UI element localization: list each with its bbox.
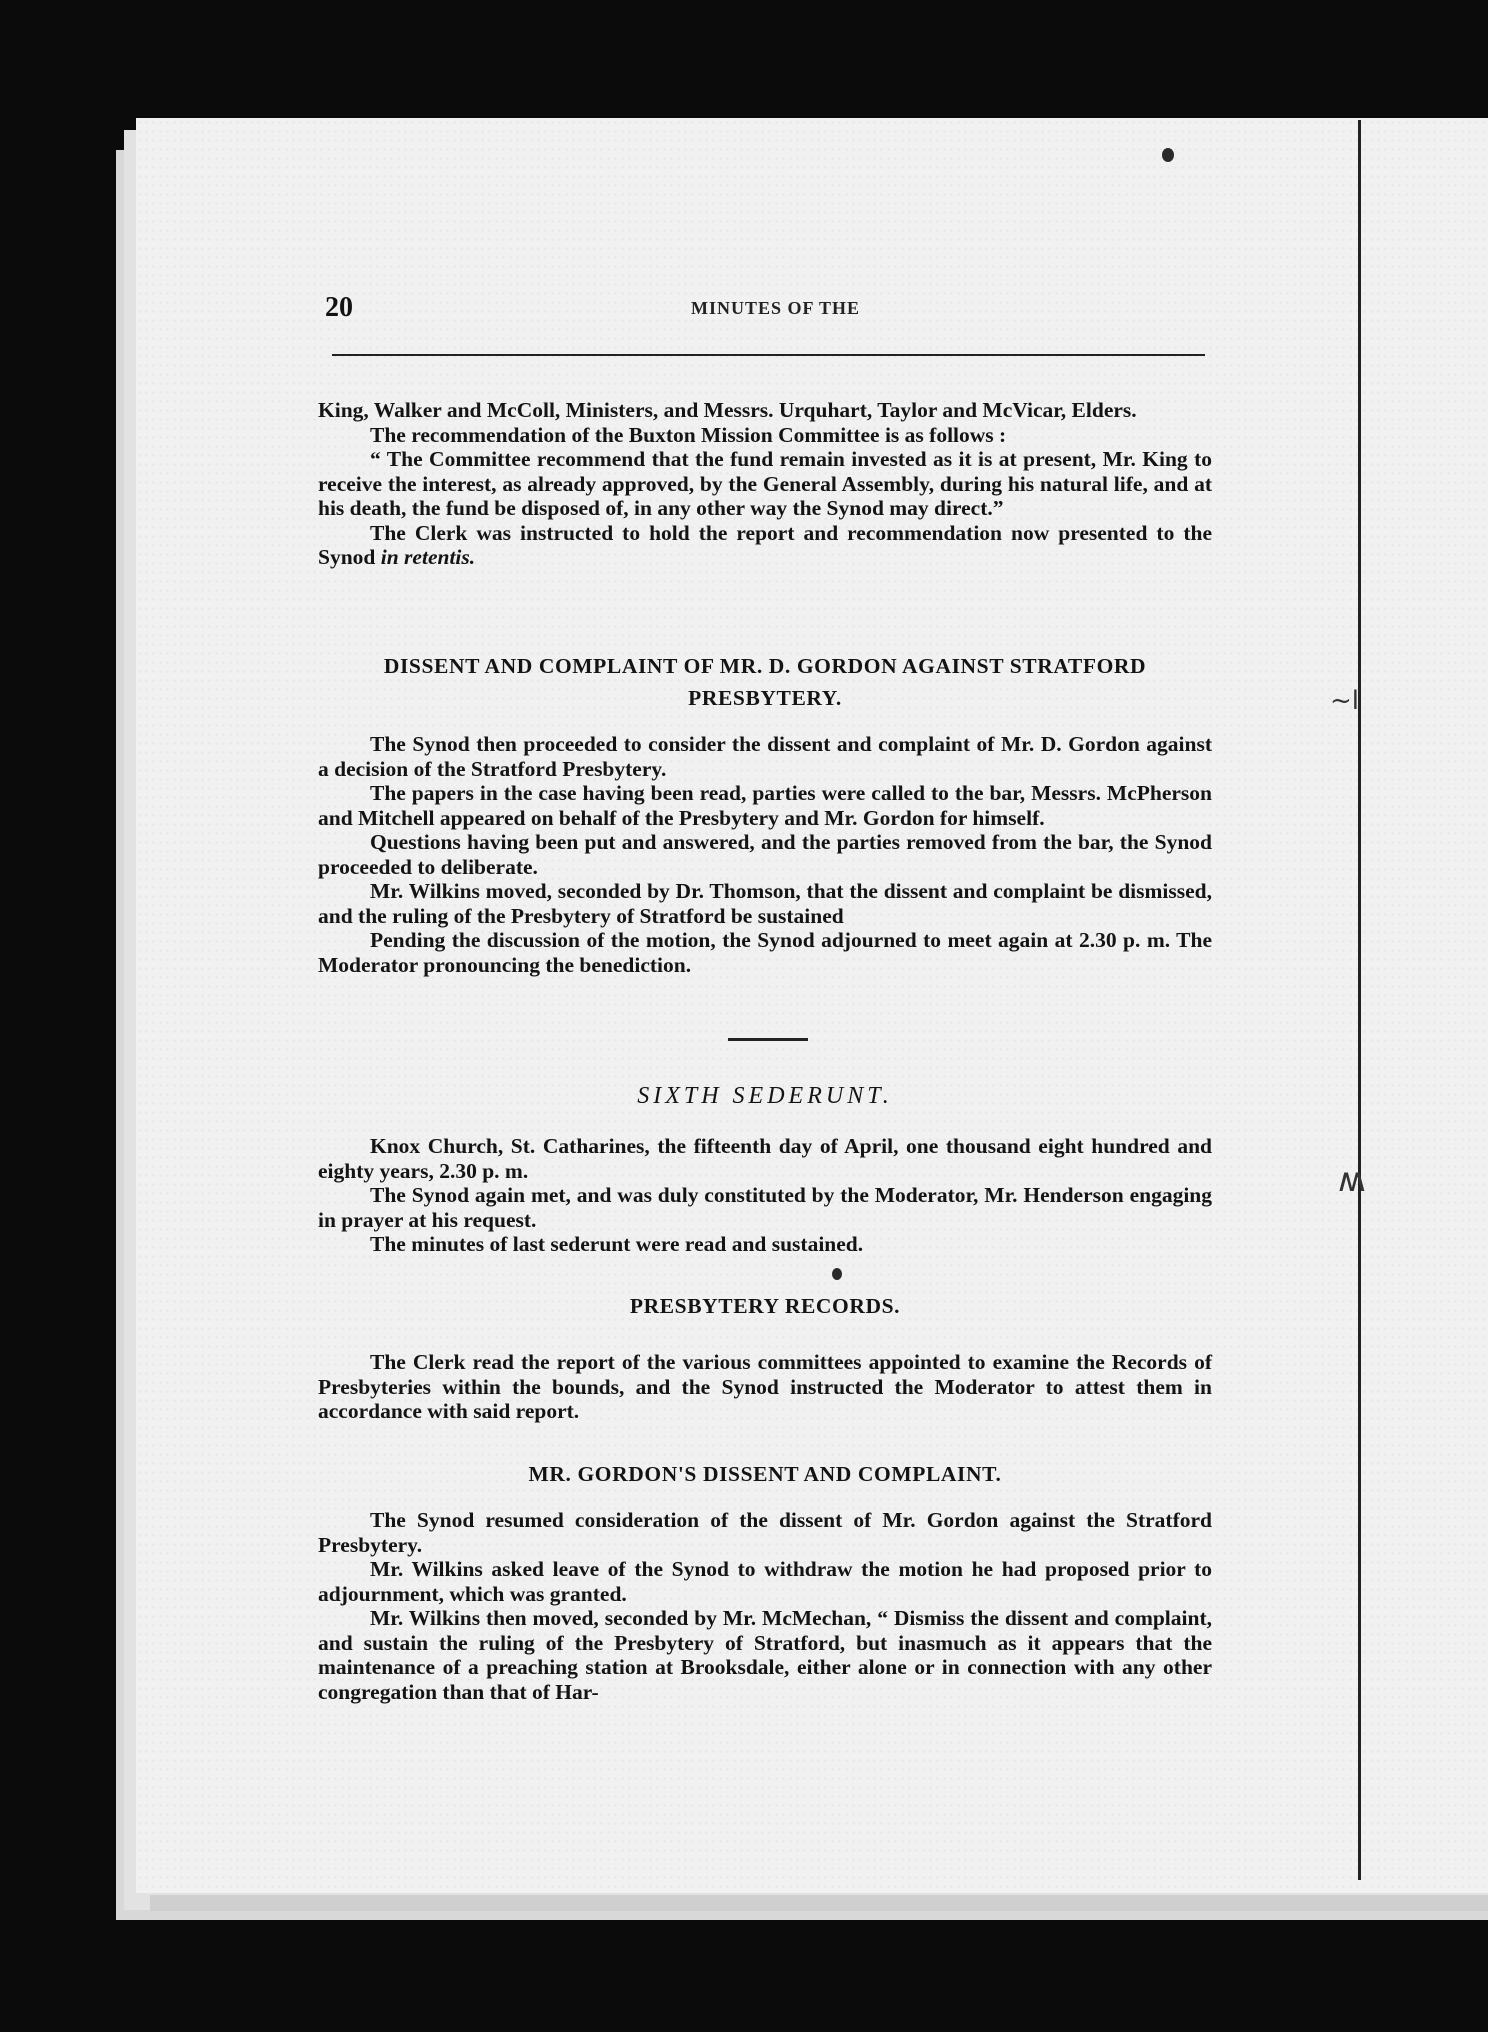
- paragraph: Questions having been put and answered, and the parties removed from the bar, the Synod proceeded to deliberate.: [318, 830, 1212, 879]
- page-number: 20: [325, 292, 353, 323]
- paragraph-text: The Clerk was instructed to hold the report and recommendation now presented to the Synod: [318, 520, 1212, 569]
- paragraph: Mr. Wilkins then moved, seconded by Mr. McMechan, “ Dismiss the dissent and complaint, and sustain the ruling of the Presbytery of Stratford, but inasmuch as it appears that the maintenance of a preaching station at Brooksdale, either alone or in connection with any other congregation than that of Har-: [318, 1606, 1212, 1704]
- section-divider: [728, 1038, 808, 1041]
- margin-mark: ~l: [1330, 686, 1360, 716]
- paragraph: [318, 521, 1212, 570]
- paragraph: Mr. Wilkins asked leave of the Synod to withdraw the motion he had proposed prior to adjournment, which was granted.: [318, 1557, 1212, 1606]
- paragraph: The Synod again met, and was duly constituted by the Moderator, Mr. Henderson engaging in prayer at his request.: [318, 1183, 1212, 1232]
- text-block-records: [318, 1350, 1212, 1424]
- paragraph: Knox Church, St. Catharines, the fifteenth day of April, one thousand eight hundred and eighty years, 2.30 p. m.: [318, 1134, 1212, 1183]
- page-stack-bottom: [150, 1895, 1488, 1911]
- page-fold-edge: [1358, 120, 1361, 1880]
- paragraph: The Synod then proceeded to consider the dissent and complaint of Mr. D. Gordon against a decision of the Stratford Presbytery.: [318, 732, 1212, 781]
- paragraph: “ The Committee recommend that the fund remain invested as it is at present, Mr. King to receive the interest, as already approved, by the General Assembly, during his natural life, and at his death, the fund be disposed of, in any other way the Synod may direct.”: [318, 447, 1212, 520]
- section-heading-dissent: DISSENT AND COMPLAINT OF MR. D. GORDON AGAINST STRATFORD PRESBYTERY.: [383, 654, 1147, 710]
- running-head: [325, 292, 1205, 328]
- latin-phrase: in retentis.: [380, 545, 476, 569]
- ink-speck: [1162, 148, 1174, 162]
- paragraph: King, Walker and McColl, Ministers, and Messrs. Urquhart, Taylor and McVicar, Elders.: [318, 398, 1137, 422]
- section-heading-gordon: MR. GORDON'S DISSENT AND COMPLAINT.: [528, 1462, 1002, 1486]
- paragraph: The recommendation of the Buxton Mission Committee is as follows :: [370, 422, 1007, 447]
- paragraph: Pending the discussion of the motion, the Synod adjourned to meet again at 2.30 p. m. The Moderator pronouncing the benediction.: [318, 928, 1212, 977]
- paragraph: The papers in the case having been read, parties were called to the bar, Messrs. McPherson and Mitchell appeared on behalf of the Presbytery and Mr. Gordon for himself.: [318, 781, 1212, 830]
- section-heading-records: PRESBYTERY RECORDS.: [629, 1294, 901, 1318]
- ink-speck: [832, 1268, 842, 1280]
- running-title: MINUTES OF THE: [691, 298, 861, 318]
- margin-mark: ʍ: [1338, 1160, 1366, 1200]
- text-block-sederunt: [318, 1134, 1212, 1257]
- text-block-gordon: [318, 1508, 1212, 1704]
- text-block-dissent: [318, 732, 1212, 977]
- section-heading-sederunt: SIXTH SEDERUNT.: [637, 1083, 893, 1109]
- text-block-committee: [318, 398, 1212, 570]
- header-rule: [332, 354, 1205, 356]
- paragraph: Mr. Wilkins moved, seconded by Dr. Thomson, that the dissent and complaint be dismissed, and the ruling of the Presbytery of Stratford be sustained: [318, 879, 1212, 928]
- paragraph: The Synod resumed consideration of the dissent of Mr. Gordon against the Stratford Presbytery.: [318, 1508, 1212, 1557]
- paragraph: The minutes of last sederunt were read and sustained.: [370, 1232, 864, 1256]
- paragraph: The Clerk read the report of the various committees appointed to examine the Records of Presbyteries within the bounds, and the Synod instructed the Moderator to attest them in accordance with said report.: [318, 1350, 1212, 1423]
